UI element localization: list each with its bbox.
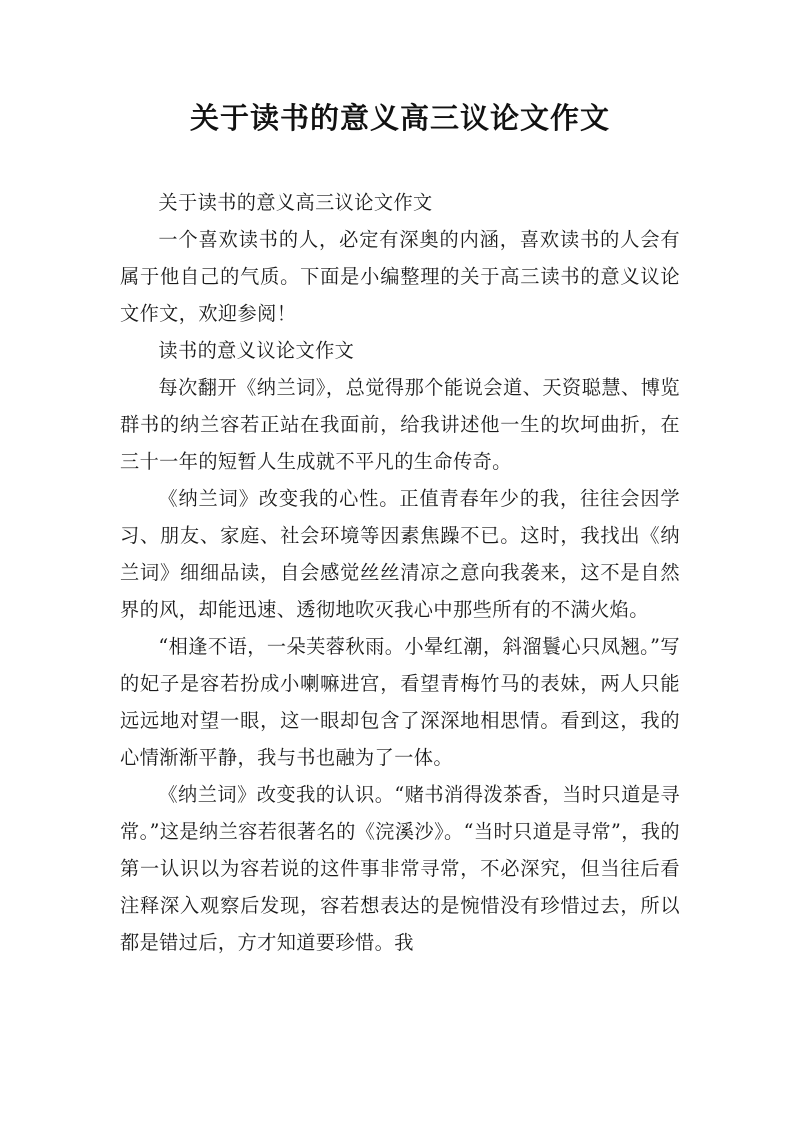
body-paragraph: 每次翻开《纳兰词》，总觉得那个能说会道、天资聪慧、博览群书的纳兰容若正站在我面前，给我讲述他一生的坎坷曲折，在三十一年的短暂人生成就不平凡的生命传奇。	[120, 376, 680, 473]
document-body	[120, 184, 680, 961]
section-heading-paragraph: 读书的意义议论文作文	[158, 339, 355, 362]
body-paragraph: 《纳兰词》改变我的认识。“赌书消得泼茶香，当时只道是寻常。”这是纳兰容若很著名的《浣溪沙》。“当时只道是寻常”，我的第一认识以为容若说的这件事非常寻常，不必深究，但当往后看注释深入观察后发现，容若想表达的是惋惜没有珍惜过去，所以都是错过后，方才知道要珍惜。我	[120, 783, 680, 954]
subtitle-paragraph: 关于读书的意义高三议论文作文	[158, 191, 433, 214]
body-paragraph: “相逢不语，一朵芙蓉秋雨。小晕红潮，斜溜鬟心只凤翘。”写的妃子是容若扮成小喇嘛进宫，看望青梅竹马的表妹，两人只能远远地对望一眼，这一眼却包含了深深地相思情。看到这，我的心情渐渐平静，我与书也融为了一体。	[120, 635, 680, 769]
document-title: 关于读书的意义高三议论文作文	[189, 101, 610, 135]
intro-paragraph: 一个喜欢读书的人，必定有深奥的内涵，喜欢读书的人会有属于他自己的气质。下面是小编整理的关于高三读书的意义议论文作文，欢迎参阅！	[120, 228, 680, 325]
body-paragraph: 《纳兰词》改变我的心性。正值青春年少的我，往往会因学习、朋友、家庭、社会环境等因素焦躁不已。这时，我找出《纳兰词》细细品读，自会感觉丝丝清凉之意向我袭来，这不是自然界的风，却能迅速、透彻地吹灭我心中那些所有的不满火焰。	[120, 487, 680, 621]
